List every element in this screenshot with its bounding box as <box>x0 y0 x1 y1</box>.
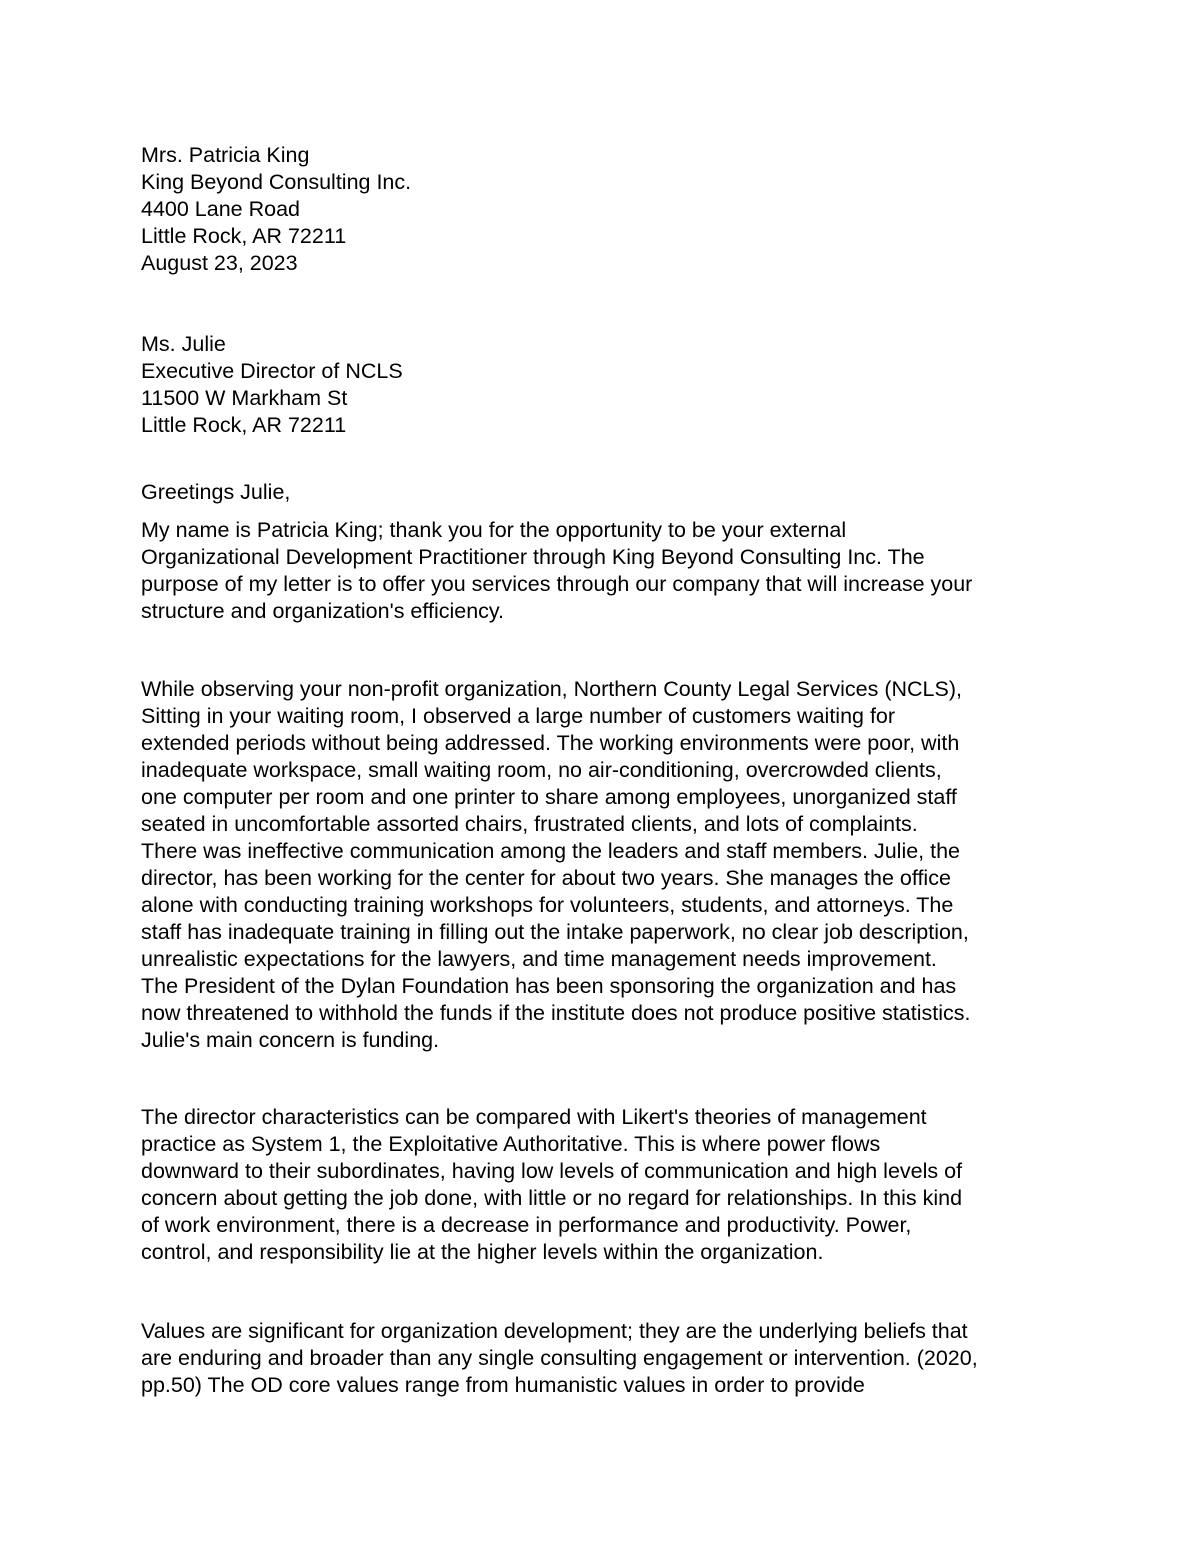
paragraph-line: The director characteristics can be compared with Likert's theories of management <box>141 1105 927 1129</box>
paragraph-line: seated in uncomfortable assorted chairs, frustrated clients, and lots of complaints. <box>141 812 918 836</box>
sender-company: King Beyond Consulting Inc. <box>141 170 412 194</box>
paragraph-line: staff has inadequate training in filling out the intake paperwork, no clear job description, <box>141 920 969 944</box>
paragraph-line: one computer per room and one printer to share among employees, unorganized staff <box>141 785 957 809</box>
salutation: Greetings Julie, <box>141 480 291 504</box>
paragraph-line: While observing your non-profit organization, Northern County Legal Services (NCLS), <box>141 677 962 701</box>
paragraph-line: downward to their subordinates, having low levels of communication and high levels of <box>141 1159 963 1183</box>
paragraph-line: pp.50) The OD core values range from humanistic values in order to provide <box>141 1373 865 1397</box>
recipient-city: Little Rock, AR 72211 <box>141 413 347 437</box>
paragraph-line: unrealistic expectations for the lawyers, and time management needs improvement. <box>141 947 937 971</box>
paragraph-line: Julie's main concern is funding. <box>141 1028 440 1052</box>
paragraph-line: are enduring and broader than any single consulting engagement or intervention. (2020, <box>141 1346 978 1370</box>
paragraph-line: Organizational Development Practitioner through King Beyond Consulting Inc. The <box>141 545 925 569</box>
recipient-title: Executive Director of NCLS <box>141 359 403 383</box>
paragraph-od-values <box>141 1318 1071 1399</box>
paragraph-line: of work environment, there is a decrease in performance and productivity. Power, <box>141 1213 912 1237</box>
paragraph-line: extended periods without being addressed. The working environments were poor, with <box>141 731 960 755</box>
paragraph-line: structure and organization's efficiency. <box>141 599 505 623</box>
paragraph-introduction <box>141 517 1071 625</box>
paragraph-line: purpose of my letter is to offer you services through our company that will increase your <box>141 572 973 596</box>
paragraph-line: control, and responsibility lie at the higher levels within the organization. <box>141 1240 824 1264</box>
paragraph-line: The President of the Dylan Foundation has been sponsoring the organization and has <box>141 974 957 998</box>
paragraph-observations <box>141 676 1071 1054</box>
sender-address-block <box>141 142 1071 277</box>
paragraph-line: My name is Patricia King; thank you for the opportunity to be your external <box>141 518 847 542</box>
paragraph-line: concern about getting the job done, with little or no regard for relationships. In this kind <box>141 1186 963 1210</box>
paragraph-likert-theory <box>141 1104 1071 1266</box>
paragraph-line: Values are significant for organization development; they are the underlying beliefs that <box>141 1319 968 1343</box>
sender-city: Little Rock, AR 72211 <box>141 224 347 248</box>
recipient-name: Ms. Julie <box>141 332 226 356</box>
paragraph-line: There was ineffective communication among the leaders and staff members. Julie, the <box>141 839 961 863</box>
recipient-street: 11500 W Markham St <box>141 386 348 410</box>
paragraph-line: Sitting in your waiting room, I observed a large number of customers waiting for <box>141 704 896 728</box>
paragraph-line: practice as System 1, the Exploitative Authoritative. This is where power flows <box>141 1132 881 1156</box>
paragraph-line: director, has been working for the center for about two years. She manages the office <box>141 866 951 890</box>
letter-date: August 23, 2023 <box>141 251 298 275</box>
sender-street: 4400 Lane Road <box>141 197 301 221</box>
paragraph-line: now threatened to withhold the funds if the institute does not produce positive statistics. <box>141 1001 971 1025</box>
sender-name: Mrs. Patricia King <box>141 143 310 167</box>
paragraph-line: inadequate workspace, small waiting room, no air-conditioning, overcrowded clients, <box>141 758 942 782</box>
paragraph-line: alone with conducting training workshops for volunteers, students, and attorneys. The <box>141 893 954 917</box>
recipient-address-block <box>141 331 1071 439</box>
